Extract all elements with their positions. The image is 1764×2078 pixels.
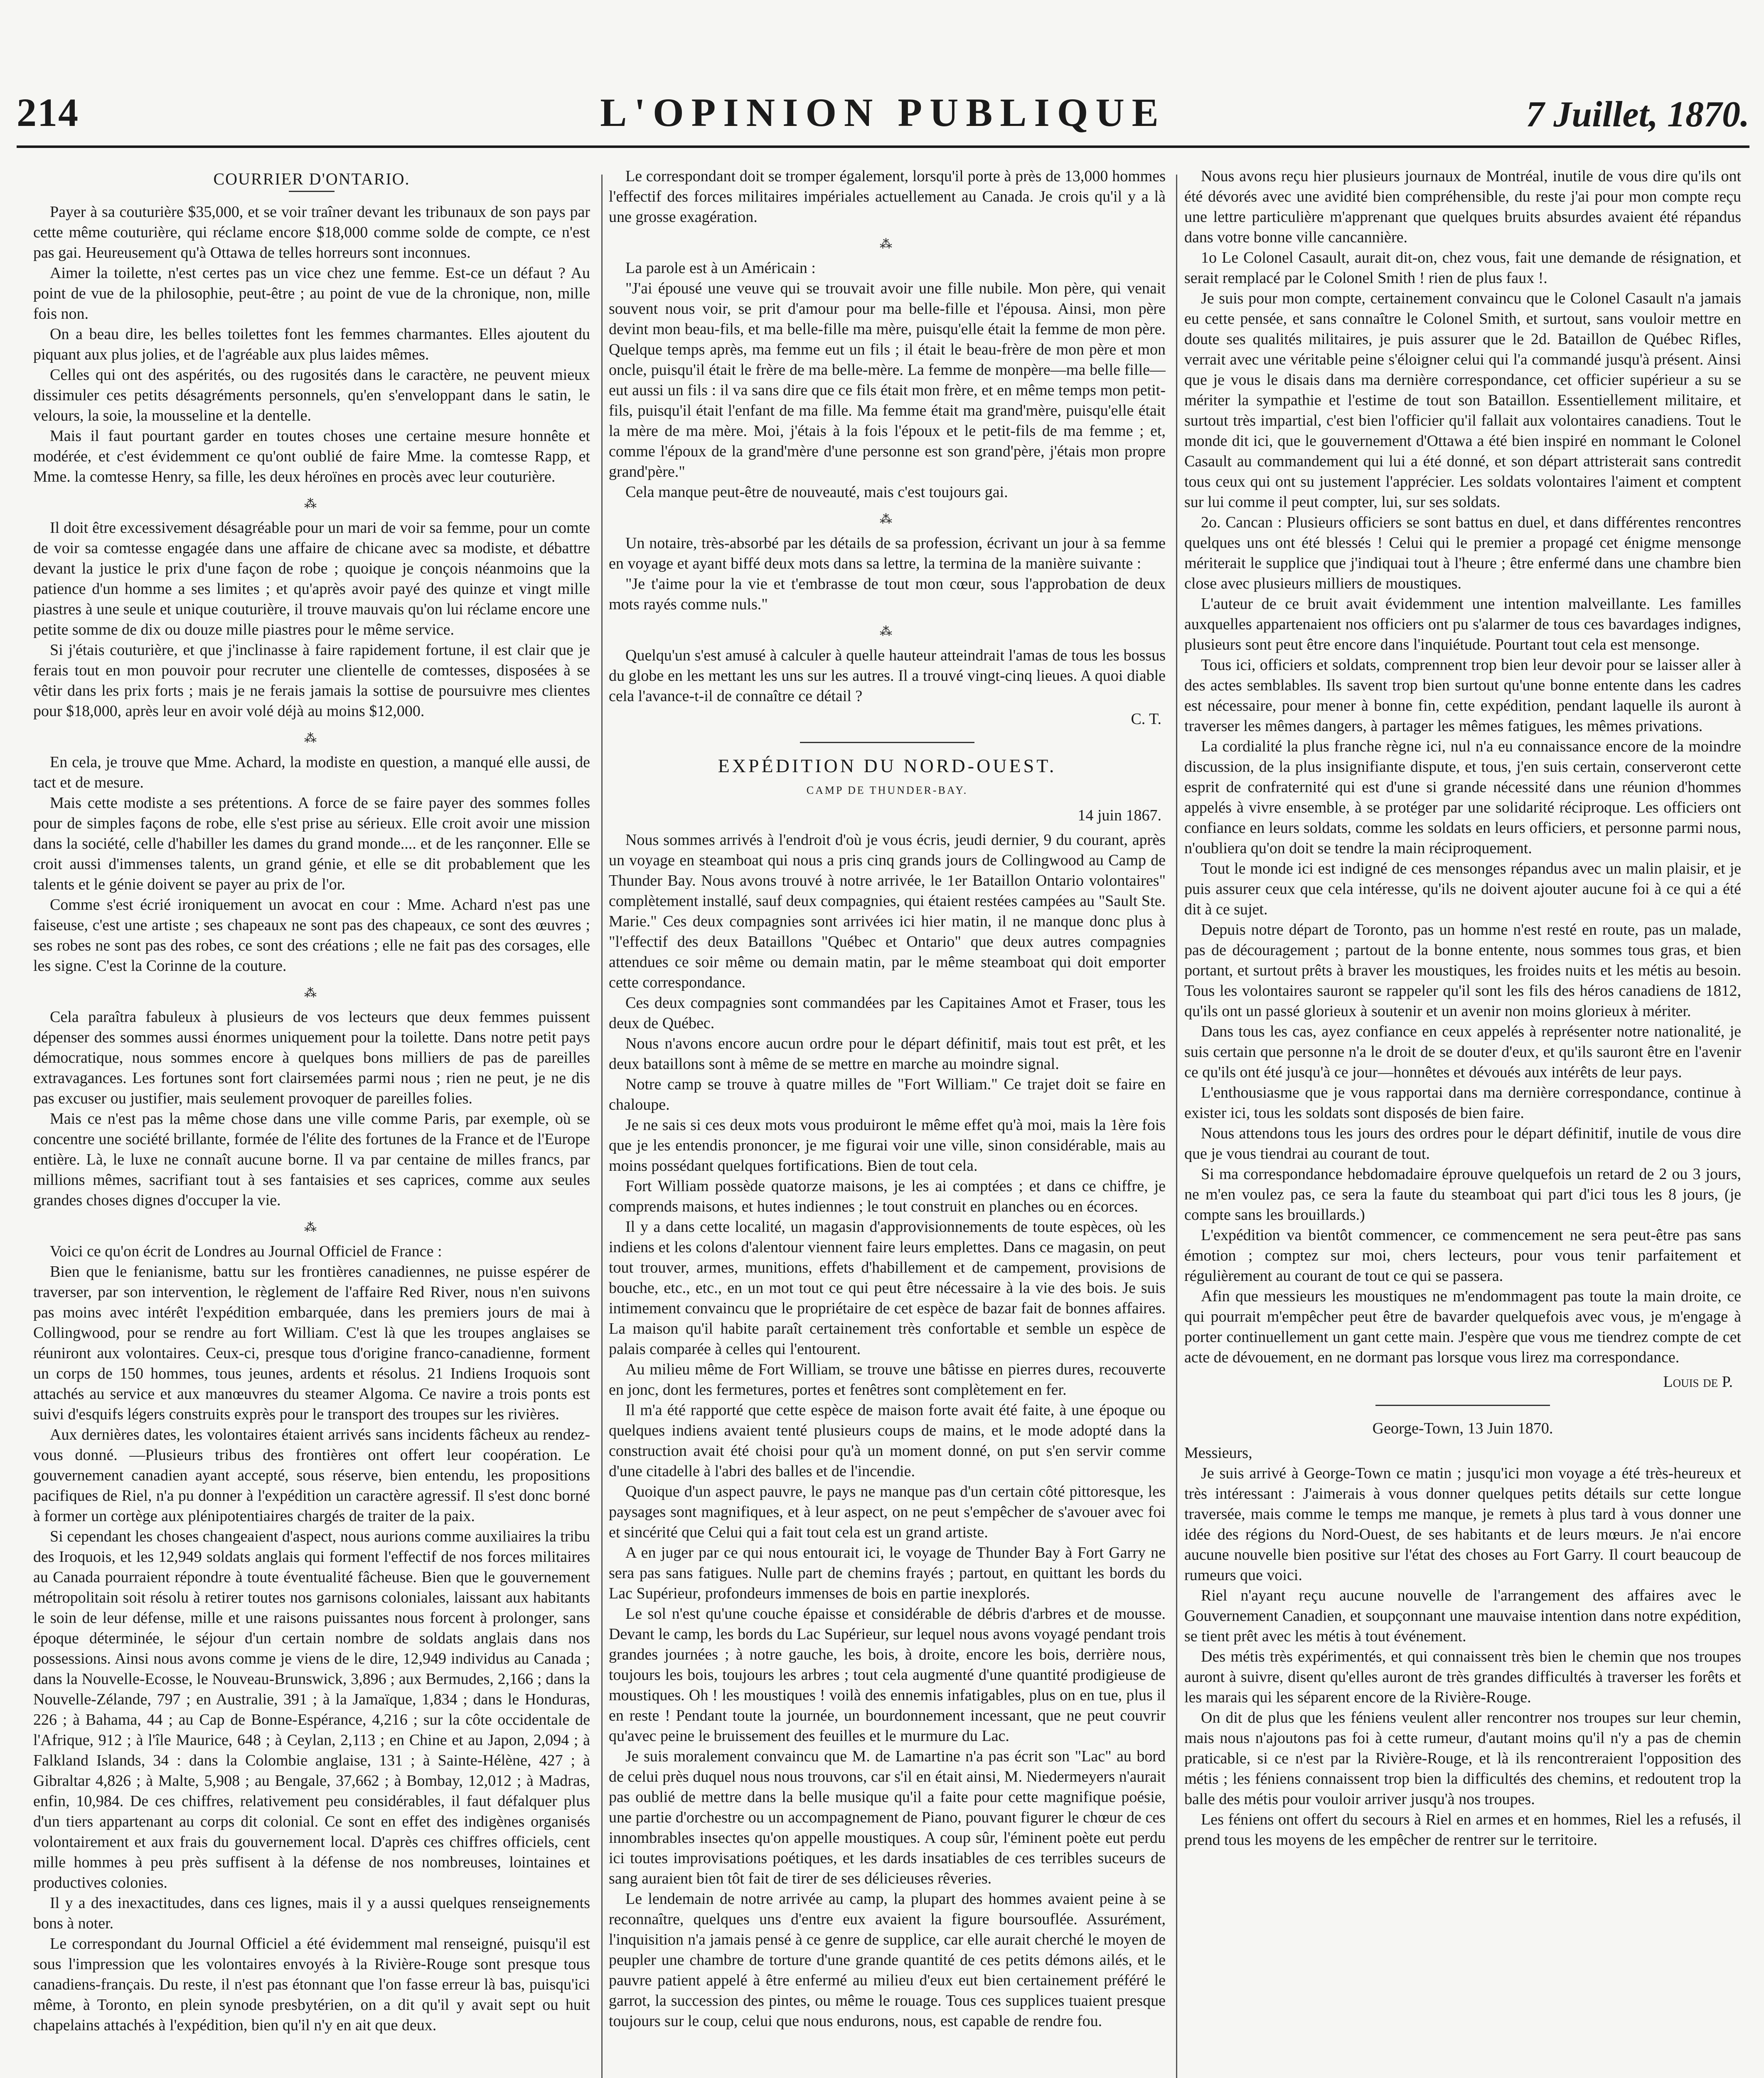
article-paragraph: Tout le monde ici est indigné de ces mensonges répandus avec un malin plaisir, et je puis assurer ceux que cela intéresse, qu'ils ne doivent ajouter aucune foi à ce qui a été dit à ce sujet. — [1184, 860, 1741, 918]
column-2 — [609, 166, 1166, 2078]
article-paragraph: L'auteur de ce bruit avait évidemment une intention malveillante. Les familles auxquelles appartenaient nos officiers ont pu s'alarmer de tous ces bavardages indignes, plusieurs sont peut être encore dans l'inquiétude. Pourtant tout cela est mensonge. — [1184, 595, 1741, 653]
article-paragraph: Dans tous les cas, ayez confiance en ceux appelés à représenter notre nationalité, je suis certain que personne n'a le droit de se douter d'eux, et qu'ils sauront être en l'avenir ce qu'ils ont été jusqu'à ce jour—honnêtes et dévoués aux intérêts de leur pays. — [1184, 1023, 1741, 1081]
article-paragraph: Si ma correspondance hebdomadaire éprouve quelquefois un retard de 2 ou 3 jours, ne m'en voulez pas, ce sera la faute du steamboat qui part d'ici tous les 8 jours, (je compte sans les brouillards.) — [1184, 1165, 1741, 1224]
newspaper-title: L'OPINION PUBLIQUE — [600, 90, 1166, 135]
article-paragraph: Des métis très expérimentés, et qui connaissent très bien le chemin que nos troupes auront à suivre, disent qu'elles auront de très grandes difficultés à traverser les forêts et les marais qui les séparent encore de la Rivière-Rouge. — [1184, 1648, 1741, 1706]
asterism-separator: ⁂ — [304, 731, 319, 745]
dateline-location: CAMP DE THUNDER-BAY. — [806, 784, 968, 796]
section-title-courrier: COURRIER D'ONTARIO. — [213, 170, 410, 188]
article-paragraph: Le correspondant du Journal Officiel a été évidemment mal renseigné, puisqu'il est sous l'impression que les volontaires envoyés à la Rivière-Rouge sont presque tous canadiens-français. Du reste, il n'est pas étonnant que l'on fasse erreur là bas, puisqu'ici même, à Toronto, en plein synode presbytérien, on a dit qu'il y avait sept ou huit chapelains attachés à l'expédition, bien qu'il n'y en ait que deux. — [33, 1935, 590, 2034]
section-rule — [800, 742, 974, 743]
article-paragraph: Quoique d'un aspect pauvre, le pays ne manque pas d'un certain côté pittoresque, les paysages sont magnifiques, et à leur aspect, on ne peut s'empêcher de s'avouer avec foi et sincérité que Celui qui a fait tout cela est un grand artiste. — [609, 1483, 1166, 1541]
article-paragraph: Le sol n'est qu'une couche épaisse et considérable de débris d'arbres et de mousse. Devant le camp, les bords du Lac Supérieur, sur lequel nous avons voyagé pendant trois grandes journées ; à notre gauche, les bois, à droite, encore les bois, derrière nous, toujours les bois, toujours les arbres ; tout cela augmenté d'une quantité prodigieuse de moustiques. Oh ! les moustiques ! voilà des ennemis infatigables, plus on en tue, plus il en reste ! Pendant toute la journée, un bourdonnement incessant, que ne peut couvrir qu'avec peine le bruissement des feuilles et le murmure du Lac. — [609, 1605, 1166, 1745]
article-paragraph: Notre camp se trouve à quatre milles de "Fort William." Ce trajet doit se faire en chaloupe. — [609, 1076, 1166, 1113]
column-3 — [1184, 166, 1741, 2078]
author-signature: C. T. — [1131, 710, 1161, 728]
page-header — [17, 58, 1749, 148]
letter-heading: George-Town, 13 Juin 1870. — [1372, 1420, 1553, 1437]
asterism-separator: ⁂ — [304, 497, 319, 511]
article-paragraph: Un notaire, très-absorbé par les détails de sa profession, écrivant un jour à sa femme en voyage et ayant biffé deux mots dans sa lettre, la termina de la manière suivante : — [609, 534, 1166, 572]
section-rule — [1375, 1405, 1550, 1406]
article-paragraph: La cordialité la plus franche règne ici, nul n'a eu connaissance encore de la moindre discussion, de la plus insignifiante dispute, et tous, j'en suis certain, conserveront cette esprit de confraternité qui est d'une si grande nécessité dans une réunion d'hommes appelés à vivre ensemble, à se protéger par une solidarité réciproque. Les officiers ont confiance en leurs soldats, comme les soldats en leurs officiers, et personne parmi nous, n'oubliera qu'on doit se tendre la main réciproquement. — [1184, 738, 1741, 857]
article-paragraph: Bien que le fenianisme, battu sur les frontières canadiennes, ne puisse espérer de traverser, par son intervention, le règlement de l'affaire Red River, nous n'en suivons pas moins avec intérêt l'expédition embarquée, dans les premiers jours de mai à Collingwood, pour se rendre au fort William. C'est là que les troupes anglaises se réuniront aux volontaires. Ceux-ci, presque tous d'origine franco-canadienne, forment un corps de 150 hommes, tous jeunes, ardents et résolus. 21 Indiens Iroquois sont attachés au service et aux manœuvres du steamer Algoma. Ce navire a trois ponts est suivi d'esquifs légers construits exprès pour le transport des troupes sur les rivières. — [33, 1263, 590, 1423]
article-paragraph: Il y a dans cette localité, un magasin d'approvisionnements de toute espèces, où les indiens et les colons d'alentour viennent faire leurs emplettes. Dans ce magasin, on peut tout trouver, armes, munitions, effets d'habillement et de campement, provisions de bouche, etc., etc., en un mot tout ce qui peut être nécessaire à la vie des bois. Je suis intimement convaincu que le propriétaire de cet espèce de bazar fait de bonnes affaires. La maison qu'il habite paraît certainement très confortable et semble un espèce de palais comparée à celles qui l'entourent. — [609, 1218, 1166, 1358]
article-paragraph: Cela manque peut-être de nouveauté, mais c'est toujours gai. — [625, 483, 1008, 501]
article-paragraph: Aimer la toilette, n'est certes pas un vice chez une femme. Est-ce un défaut ? Au point de vue de la philosophie, peut-être ; au point de vue de la chronique, non, mille fois non. — [33, 264, 590, 323]
article-paragraph: Il m'a été rapporté que cette espèce de maison forte avait été faite, à une époque ou quelques indiens avaient tenté plusieurs coups de mains, et le mode adopté dans la construction avait été choisi pour qu'à un moment donné, on put s'en servir comme d'une citadelle à l'abri des balles et de l'incendie. — [609, 1401, 1166, 1480]
asterism-separator: ⁂ — [880, 625, 895, 638]
section-title-expedition: EXPÉDITION DU NORD-OUEST. — [718, 755, 1057, 776]
article-paragraph: Quelqu'un s'est amusé à calculer à quelle hauteur atteindrait l'amas de tous les bossus du globe en les mettant les uns sur les autres. Il a trouvé vingt-cinq lieues. A quoi diable cela l'avance-t-il de connaître ce détail ? — [609, 647, 1166, 705]
article-paragraph: Voici ce qu'on écrit de Londres au Journal Officiel de France : — [50, 1243, 442, 1260]
asterism-separator: ⁂ — [880, 237, 895, 251]
article-paragraph: Aux dernières dates, les volontaires étaient arrivés sans incidents fâcheux au rendez-vous donné. —Plusieurs tribus des frontières ont offert leur coopération. Le gouvernement canadien ayant accepté, sous réserve, bien entendu, les propositions pacifiques de Riel, n'a pu donner à l'expédition un caractère agressif. Il s'est donc borné à former un cortège aux plénipotentiaires chargés de traiter de la paix. — [33, 1426, 590, 1525]
column-divider — [601, 175, 603, 2078]
article-paragraph: Nous avons reçu hier plusieurs journaux de Montréal, inutile de vous dire qu'ils ont été dévorés avec une avidité bien compréhensible, du reste j'ai pour mon compte reçu une lettre particulière m'apprenant que quelques bruits absurdes avaient été répandus dans votre bonne ville cancannière. — [1184, 167, 1741, 246]
article-paragraph: L'enthousiasme que je vous rapportai dans ma dernière correspondance, continue à exister ici, tous les soldats sont disposés de bien faire. — [1184, 1084, 1741, 1122]
article-paragraph: "Je t'aime pour la vie et t'embrasse de tout mon cœur, sous l'approbation de deux mots rayés comme nuls." — [609, 575, 1166, 613]
article-paragraph: Comme s'est écrié ironiquement un avocat en cour : Mme. Achard n'est pas une faiseuse, c'est une artiste ; ses chapeaux ne sont pas des chapeaux, ce sont des œuvres ; ses robes ne sont pas des robes, ce sont des créations ; elle ne fait pas des corsages, elle les signe. C'est la Corinne de la couture. — [33, 896, 590, 975]
article-paragraph: On a beau dire, les belles toilettes font les femmes charmantes. Elles ajoutent du piquant aux plus jolies, et de l'agréable aux plus laides mêmes. — [33, 325, 590, 363]
article-paragraph: Le lendemain de notre arrivée au camp, la plupart des hommes avaient peine à se reconnaître, quelques uns d'entre eux avaient la figure boursouflée. Assurément, l'inquisition n'a jamais pensé à ce genre de supplice, car elle aurait cherché le moyen de peupler une chambre de torture d'une grande quantité de ces petits démons ailés, et le pauvre patient appelé à être enfermé au milieu d'eux eut bien certainement préféré le garrot, la succession des pintes, ou même le rouage. Tous ces supplices tuaient presque toujours sur le coup, celui que nous endurons, nous, est capable de rendre fou. — [609, 1890, 1166, 2030]
article-paragraph: Mais ce n'est pas la même chose dans une ville comme Paris, par exemple, où se concentre une société brillante, formée de l'élite des fortunes de la France et de l'Europe entière. Là, le luxe ne connaît aucune borne. Il va par centaine de milles francs, par millions mêmes, sacrifiant tout à ses fantaisies et ses caprices, comme aux seules grandes choses dignes d'occuper la vie. — [33, 1110, 590, 1209]
issue-date: 7 Juillet, 1870. — [1526, 94, 1749, 135]
article-paragraph: L'expédition va bientôt commencer, ce commencement ne sera peut-être pas sans émotion ; comptez sur moi, chers lecteurs, pour vous tenir parfaitement et régulièrement au courant de tout ce qui se passera. — [1184, 1226, 1741, 1285]
article-paragraph: Depuis notre départ de Toronto, pas un homme n'est resté en route, pas un malade, pas de découragement ; partout de la bonne entente, nous sommes tous gras, et bien portant, et surtout prêts à braver les moustiques, les froides nuits et les métis au besoin. Tous les volontaires sauront se rappeler qu'il sont les fils des héros canadiens de 1812, qu'ils ont un passé glorieux à soutenir et un avenir non moins glorieux à mériter. — [1184, 921, 1741, 1020]
article-paragraph: Mais il faut pourtant garder en toutes choses une certaine mesure honnête et modérée, et c'est évidemment ce qu'ont oublié de faire Mme. la comtesse Rapp, et Mme. la comtesse Henry, sa fille, les deux héroïnes en procès avec leur couturière. — [33, 427, 590, 485]
column-divider — [1176, 175, 1177, 2078]
article-paragraph: Nous attendons tous les jours des ordres pour le départ définitif, inutile de vous dire que je vous tiendrai au courant de tout. — [1184, 1125, 1741, 1162]
asterism-separator: ⁂ — [304, 986, 319, 1000]
article-paragraph: A en juger par ce qui nous entourait ici, le voyage de Thunder Bay à Fort Garry ne sera pas sans fatigues. Nulle part de chemins frayés ; partout, en quittant les bords du Lac Supérieur, profondeurs immenses de bois en partie inexplorés. — [609, 1544, 1166, 1602]
article-paragraph: Le correspondant doit se tromper également, lorsqu'il porte à près de 13,000 hommes l'effectif des forces militaires impériales actuellement au Canada. Je crois qu'il y a là une grosse exagération. — [609, 167, 1166, 226]
letter-salutation: Messieurs, — [1184, 1444, 1252, 1462]
article-paragraph: 2o. Cancan : Plusieurs officiers se sont battus en duel, et dans différentes rencontres quelques uns ont été blessés ! Celui qui le premier a propagé cet énigme mensonge mériterait le supplice que j'indiquai tout à l'heure ; être enfermé dans une chambre bien close avec plusieurs milliers de moustiques. — [1184, 514, 1741, 592]
article-paragraph: Riel n'ayant reçu aucune nouvelle de l'arrangement des affaires avec le Gouvernement Canadien, et soupçonnant une mauvaise intention dans notre expédition, se tient prêt avec les métis à tout événement. — [1184, 1587, 1741, 1645]
asterism-separator: ⁂ — [304, 1221, 319, 1234]
article-paragraph: Afin que messieurs les moustiques ne m'endommagent pas toute la main droite, ce qui pourrait m'empêcher peut être de bavarder quelquefois avec vous, je m'engage à porter continuellement un gant cette main. J'espère que vous me tiendrez compte de cet acte de dévouement, en ne dormant pas lorsque vous lirez ma correspondance. — [1184, 1288, 1741, 1366]
article-paragraph: Je ne sais si ces deux mots vous produiront le même effet qu'à moi, mais la 1ère fois que je les entendis prononcer, je me figurai voir une ville, sinon considérable, mais au moins possédant quelques fortifications. Bien de tout cela. — [609, 1116, 1166, 1174]
article-paragraph: "J'ai épousé une veuve qui se trouvait avoir une fille nubile. Mon père, qui venait souvent nous voir, se prit d'amour pour ma belle-fille et l'épousa. Ainsi, mon père devint mon beau-fils, et ma belle-fille ma mère, puisqu'elle était la femme de mon père. Quelque temps après, ma femme eut un fils ; il était le beau-frère de mon père et mon oncle, puisqu'il était le frère de ma belle-mère. La femme de monpère—ma belle fille—eut aussi un fils : il va sans dire que ce fils était mon frère, et en même temps mon petit-fils, puisqu'il était l'enfant de ma fille. Ma femme était ma grand'mère, puisqu'elle était la mère de ma mère. Moi, j'étais à la fois l'époux et le petit-fils de ma femme ; et, comme l'époux de la grand'mère d'une personne est son grand'père, j'étais mon propre grand'père." — [609, 280, 1166, 480]
page-number: 214 — [17, 90, 79, 135]
article-paragraph: Si cependant les choses changeaient d'aspect, nous aurions comme auxiliaires la tribu des Iroquois, et les 12,949 soldats anglais qui forment l'effectif de nos forces militaires au Canada pourraient répondre à toute éventualité fâcheuse. Bien que le gouvernement métropolitain soit résolu à retirer toutes nos garnisons coloniales, laissant aux habitants le soin de leur défense, mille et une raisons puissantes nous forcent à prolonger, sans époque déterminée, le séjour d'un certain nombre de soldats anglais dans nos possessions. Ainsi nous avons comme je viens de le dire, 12,949 individus au Canada ; dans la Nouvelle-Ecosse, le Nouveau-Brunswick, 3,896 ; aux Bermudes, 2,166 ; dans la Nouvelle-Zélande, 797 ; en Australie, 391 ; à la Jamaïque, 1,834 ; dans le Honduras, 226 ; à Bahama, 44 ; au Cap de Bonne-Espérance, 4,216 ; sur la côte occidentale de l'Afrique, 912 ; à l'île Maurice, 648 ; à Ceylan, 2,113 ; en Chine et au Japon, 2,094 ; à Falkland Islands, 34 : dans la Colombie anglaise, 131 ; à Sainte-Hélène, 427 ; à Gibraltar 4,826 ; à Malte, 5,908 ; au Bengale, 37,662 ; à Bombay, 12,012 ; à Madras, enfin, 10,984. De ces chiffres, relativement peu considérables, il faut défalquer plus d'un tiers appartenant au corps dit colonial. Ce sont en effet des indigènes organisés volontairement et aux frais du gouvernement local. D'après ces chiffres officiels, cent mille hommes à peu près suffisent à la défense de nos nombreuses, lointaines et productives colonies. — [33, 1528, 590, 1891]
column-1 — [33, 166, 590, 2078]
article-paragraph: Nous sommes arrivés à l'endroit d'où je vous écris, jeudi dernier, 9 du courant, après un voyage en steamboat qui nous a pris cinq grands jours de Collingwood au Camp de Thunder Bay. Nous avons trouvé à notre arrivée, le 1er Bataillon Ontario volontaires" complètement installé, sauf deux compagnies, qui étaient restées campées au "Sault Ste. Marie." Ces deux compagnies sont arrivées ici hier matin, il ne manque donc plus à "l'effectif des deux Bataillons "Québec et Ontario" que deux autres compagnies attendues ce soir même ou demain matin, par le même steamboat qui doit emporter cette correspondance. — [609, 831, 1166, 991]
article-paragraph: Je suis arrivé à George-Town ce matin ; jusqu'ici mon voyage a été très-heureux et très intéressant : J'aimerais à vous donner quelques petits détails sur cette longue traversée, mais comme le temps me manque, je remets à plus tard à vous donner une idée des régions du Nord-Ouest, de ses habitants et de leurs mœurs. Je n'ai encore aucune nouvelle bien positive sur l'état des choses au Fort Garry. Il court beaucoup de rumeurs que voici. — [1184, 1465, 1741, 1584]
article-paragraph: Les féniens ont offert du secours à Riel en armes et en hommes, Riel les a refusés, il prend tous les moyens de les empêcher de rentrer sur le territoire. — [1184, 1811, 1741, 1849]
article-paragraph: Si j'étais couturière, et que j'inclinasse à faire rapidement fortune, il est clair que je ferais tout en mon pouvoir pour recruter une clientelle de comtesses, disposées à se vêtir dans les prix forts ; mais je ne ferais jamais la sottise de poursuivre mes clientes pour $18,000, après leur en avoir volé déjà au moins $12,000. — [33, 641, 590, 720]
article-paragraph: Payer à sa couturière $35,000, et se voir traîner devant les tribunaux de son pays par cette même couturière, qui réclame encore $18,000 comme solde de compte, ce n'est pas gai. Heureusement qu'à Ottawa de telles horreurs sont inconnues. — [33, 203, 590, 261]
article-paragraph: En cela, je trouve que Mme. Achard, la modiste en question, a manqué elle aussi, de tact et de mesure. — [33, 753, 590, 791]
article-paragraph: Je suis pour mon compte, certainement convaincu que le Colonel Casault n'a jamais eu cette pensée, et sans connaître le Colonel Smith, et surtout, sans vouloir mettre en doute ses qualités militaires, je puis assurer que le 2d. Bataillon de Québec Rifles, verrait avec une véritable peine s'éloigner celui qui l'a commandé jusqu'à présent. Ainsi que je vous le disais dans ma dernière correspondance, cet officier supérieur a su se mériter la sympathie et l'estime de tout son Bataillon. Essentiellement militaire, et surtout très impartial, c'est bien l'officier qu'il fallait aux volontaires canadiens. Tout le monde dit ici, que le gouvernement d'Ottawa a été bien inspiré en nommant le Colonel Casault au commandement qui lui a été donné, et son départ attristerait sans contredit tous ceux qui ont su justement l'apprécier. Les soldats volontaires l'aiment et comptent sur lui comme il peut compter, lui, sur ses soldats. — [1184, 290, 1741, 511]
title-rule — [289, 191, 335, 192]
asterism-separator: ⁂ — [880, 512, 895, 526]
author-signature: Louis de P. — [1663, 1373, 1733, 1391]
article-paragraph: Fort William possède quatorze maisons, je les ai comptées ; et dans ce chiffre, je comprends maisons, et hutes indiennes ; le tout construit en planches ou en écorces. — [609, 1177, 1166, 1215]
article-paragraph: La parole est à un Américain : — [625, 259, 816, 277]
article-paragraph: Ces deux compagnies sont commandées par les Capitaines Amot et Fraser, tous les deux de Québec. — [609, 994, 1166, 1032]
article-paragraph: Nous n'avons encore aucun ordre pour le départ définitif, mais tout est prêt, et les deux bataillons sont à même de se mettre en marche au moindre signal. — [609, 1035, 1166, 1073]
article-paragraph: Mais cette modiste a ses prétentions. A force de se faire payer des sommes folles pour de simples façons de robe, elle s'est prise au sérieux. Elle croit avoir une mission dans la société, celle d'habiller les dames du grand monde.... et de les rançonner. Elle se croit aussi d'immenses talents, un grand génie, et elle se dit probablement que les talents et le génie doivent se payer au prix de l'or. — [33, 794, 590, 893]
dateline-date: 14 juin 1867. — [1078, 807, 1161, 824]
article-paragraph: Il doit être excessivement désagréable pour un mari de voir sa femme, pour un comte de voir sa comtesse engagée dans une affaire de chicane avec sa modiste, et débattre devant la justice le prix d'une façon de robe ; quoique je conçois néanmoins que la patience d'un homme a ses limites ; et qu'après avoir payé des quinze et vingt mille piastres à une seule et unique couturière, il trouve mauvais qu'on lui réclame encore une petite somme de dix ou douze mille piastres pour le même service. — [33, 519, 590, 638]
article-paragraph: Il y a des inexactitudes, dans ces lignes, mais il y a aussi quelques renseignements bons à noter. — [33, 1894, 590, 1932]
article-paragraph: On dit de plus que les féniens veulent aller rencontrer nos troupes sur leur chemin, mais nous n'ajoutons pas foi à cette rumeur, d'autant moins qu'il n'y a pas de chemin praticable, si ce n'est par la Rivière-Rouge, et là ils rencontreraient l'opposition des métis ; les féniens connaissent trop bien la difficultés des chemins, et redoutent trop la balle des métis pour vouloir arriver jusqu'à nos troupes. — [1184, 1709, 1741, 1808]
article-paragraph: Au milieu même de Fort William, se trouve une bâtisse en pierres dures, recouverte en jonc, dont les fermetures, portes et fenêtres sont complètement en fer. — [609, 1361, 1166, 1398]
article-paragraph: Je suis moralement convaincu que M. de Lamartine n'a pas écrit son "Lac" au bord de celui près duquel nous nous trouvons, car s'il en était ainsi, M. Niedermeyers n'aurait pas oublié de mettre dans la belle musique qu'il a faite pour cette magnifique poésie, une partie d'orchestre ou un accompagnement de Piano, pouvant figurer le chœur de ces innombrables insectes qu'on appelle moustiques. A coup sûr, l'éminent poète eut perdu ici toutes improvisations poétiques, et les dards insatiables de ces terribles suceurs de sang auraient bien tôt fait de tirer de ses délicieuses rêveries. — [609, 1748, 1166, 1887]
article-paragraph: 1o Le Colonel Casault, aurait dit-on, chez vous, fait une demande de résignation, et serait remplacé par le Colonel Smith ! rien de plus faux !. — [1184, 249, 1741, 287]
article-paragraph: Cela paraîtra fabuleux à plusieurs de vos lecteurs que deux femmes puissent dépenser des sommes aussi énormes uniquement pour la toilette. Dans notre petit pays démocratique, nous sommes encore à quelques bons milliers de pas de pareilles extravagances. Les fortunes sont fort clairsemées parmi nous ; rien ne peut, je ne dis pas excuser ou justifier, mais seulement provoquer de pareilles folies. — [33, 1008, 590, 1107]
article-paragraph: Celles qui ont des aspérités, ou des rugosités dans le caractère, ne peuvent mieux dissimuler ces petits désagréments personnels, qu'en s'enveloppant dans le satin, le velours, la soie, la mousseline et la dentelle. — [33, 366, 590, 424]
article-paragraph: Tous ici, officiers et soldats, comprennent trop bien leur devoir pour se laisser aller à des actes semblables. Ils savent trop bien surtout qu'une bonne entente dans les cadres est nécessaire, pour mener à bonne fin, cette expédition, pendant laquelle ils auront à traverser les mêmes dangers, à partager les mêmes fatigues, les mêmes privations. — [1184, 656, 1741, 735]
